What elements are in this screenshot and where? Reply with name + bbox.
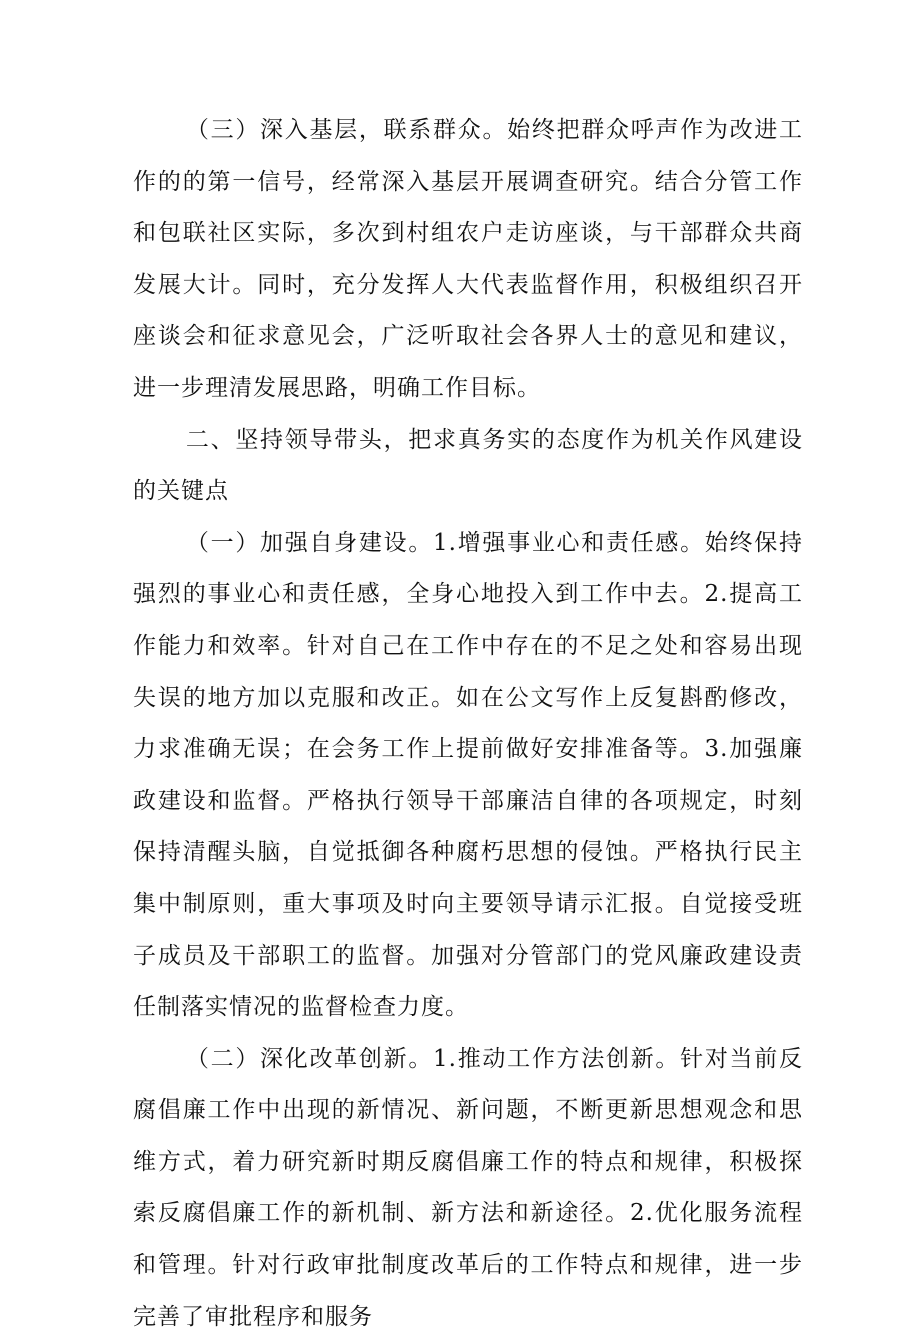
document-body [133, 105, 803, 1343]
paragraph-community-outreach: （三）深入基层，联系群众。始终把群众呼声作为改进工作的的第一信号，经常深入基层开展调查研究。结合分管工作和包联社区实际，多次到村组农户走访座谈，与干部群众共商发展大计。同时，充分发挥人大代表监督作用，积极组织召开座谈会和征求意见会，广泛听取社会各界人士的意见和建议，进一步理清发展思路，明确工作目标。 [133, 117, 803, 401]
paragraph-reform-innovation: （二）深化改革创新。1.推动工作方法创新。针对当前反腐倡廉工作中出现的新情况、新问题，不断更新思想观念和思维方式，着力研究新时期反腐倡廉工作的特点和规律，积极探索反腐倡廉工作的新机制、新方法和新途径。2.优化服务流程和管理。针对行政审批制度改革后的工作特点和规律，进一步完善了审批程序和服务 [133, 1045, 803, 1330]
section-heading-leadership: 二、坚持领导带头，把求真务实的态度作为机关作风建设的关键点 [133, 426, 803, 505]
paragraph-self-building: （一）加强自身建设。1.增强事业心和责任感。始终保持强烈的事业心和责任感，全身心地投入到工作中去。2.提高工作能力和效率。针对自己在工作中存在的不足之处和容易出现失误的地方加以克服和改正。如在公文写作上反复斟酌修改，力求准确无误；在会务工作上提前做好安排准备等。3.加强廉政建设和监督。严格执行领导干部廉洁自律的各项规定，时刻保持清醒头脑，自觉抵御各种腐朽思想的侵蚀。严格执行民主集中制原则，重大事项及时向主要领导请示汇报。自觉接受班子成员及干部职工的监督。加强对分管部门的党风廉政建设责任制落实情况的监督检查力度。 [133, 529, 803, 1021]
